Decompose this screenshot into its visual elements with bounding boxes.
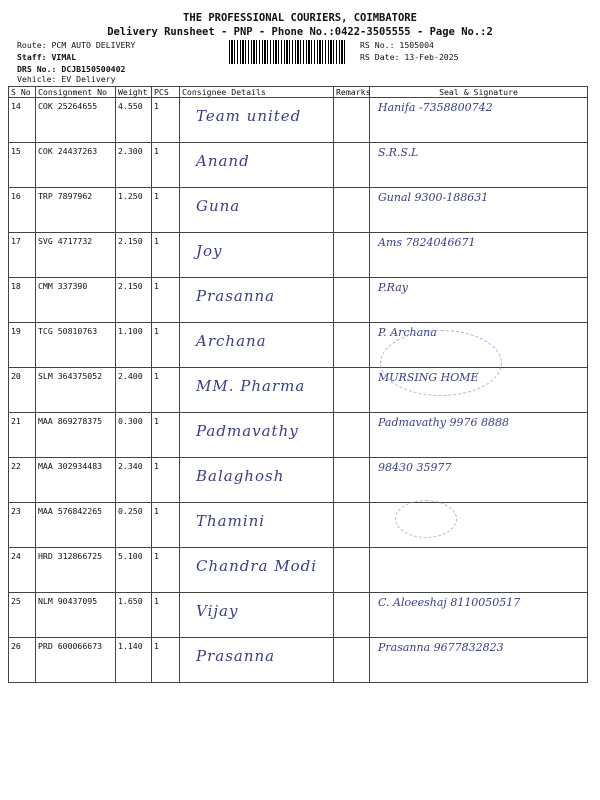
row-signature: S.R.S.L	[378, 146, 419, 159]
row-consignee-cell	[180, 593, 334, 638]
row-consignee: Guna	[196, 197, 241, 215]
row-consignee: Anand	[196, 152, 250, 170]
row-consignee-cell	[180, 458, 334, 503]
company-title: THE PROFESSIONAL COURIERS, COIMBATORE	[183, 12, 417, 24]
row-consignee: Balaghosh	[196, 467, 285, 485]
staff-text: Staff: VIMAL	[17, 52, 77, 62]
row-remarks-cell	[334, 278, 370, 323]
row-remarks-cell	[334, 98, 370, 143]
row-signature-cell	[370, 593, 588, 638]
row-consignment-cell	[36, 143, 116, 188]
row-sno-cell	[9, 368, 36, 413]
row-pcs: 1	[154, 236, 159, 246]
row-consignee-cell	[180, 143, 334, 188]
table-row	[9, 143, 588, 188]
row-pcs: 1	[154, 281, 159, 291]
row-weight: 0.300	[118, 416, 143, 426]
table-row	[9, 458, 588, 503]
row-pcs-cell	[152, 98, 180, 143]
row-signature: P. Archana	[378, 326, 437, 339]
row-consignee-cell	[180, 638, 334, 683]
row-weight: 2.400	[118, 371, 143, 381]
row-sno-cell	[9, 593, 36, 638]
row-consignment: MAA 869278375	[38, 416, 103, 426]
table-row	[9, 368, 588, 413]
row-remarks-cell	[334, 323, 370, 368]
row-consignee-cell	[180, 188, 334, 233]
row-pcs: 1	[154, 326, 159, 336]
row-consignee: Prasanna	[196, 647, 276, 665]
row-pcs: 1	[154, 461, 159, 471]
row-consignment: TCG 50810763	[38, 326, 98, 336]
row-signature: Gunal 9300-188631	[378, 191, 489, 204]
row-signature-cell	[370, 413, 588, 458]
row-sno: 16	[11, 191, 21, 201]
row-pcs-cell	[152, 458, 180, 503]
row-consignee-cell	[180, 368, 334, 413]
runsheet-table	[8, 86, 588, 683]
row-sno-cell	[9, 503, 36, 548]
row-weight-cell	[116, 413, 152, 458]
row-sno-cell	[9, 278, 36, 323]
row-remarks-cell	[334, 368, 370, 413]
row-pcs: 1	[154, 101, 159, 111]
row-consignment-cell	[36, 278, 116, 323]
row-consignment: MAA 302934483	[38, 461, 103, 471]
row-sno-cell	[9, 188, 36, 233]
row-signature-cell	[370, 188, 588, 233]
row-consignment-cell	[36, 413, 116, 458]
row-sno: 15	[11, 146, 21, 156]
row-pcs-cell	[152, 503, 180, 548]
row-consignment-cell	[36, 233, 116, 278]
row-weight: 1.250	[118, 191, 143, 201]
row-sno-cell	[9, 233, 36, 278]
row-pcs: 1	[154, 596, 159, 606]
row-remarks-cell	[334, 233, 370, 278]
row-consignment: NLM 90437095	[38, 596, 98, 606]
row-pcs-cell	[152, 323, 180, 368]
row-signature: Hanifa -7358800742	[378, 101, 493, 114]
row-weight-cell	[116, 593, 152, 638]
row-signature-cell	[370, 98, 588, 143]
row-pcs-cell	[152, 368, 180, 413]
col-header-signature: Seal & Signature	[370, 87, 588, 98]
row-consignee-cell	[180, 503, 334, 548]
row-weight-cell	[116, 368, 152, 413]
row-sno-cell	[9, 413, 36, 458]
row-consignment-cell	[36, 323, 116, 368]
barcode-image	[229, 40, 345, 64]
rs-date: RS Date: 13-Feb-2025	[360, 52, 459, 62]
drs-number: DRS No.: DCJB150500402	[17, 64, 126, 74]
row-signature: Prasanna 9677832823	[378, 641, 504, 654]
row-consignment-cell	[36, 548, 116, 593]
row-sno: 20	[11, 371, 21, 381]
row-weight-cell	[116, 638, 152, 683]
row-pcs: 1	[154, 506, 159, 516]
row-sno-cell	[9, 98, 36, 143]
row-consignment: MAA 576842265	[38, 506, 103, 516]
row-pcs-cell	[152, 548, 180, 593]
row-consignee: Thamini	[196, 512, 266, 530]
row-consignee: Chandra Modi	[196, 557, 318, 575]
row-weight: 1.140	[118, 641, 143, 651]
row-consignee: MM. Pharma	[196, 377, 306, 395]
row-sno: 22	[11, 461, 21, 471]
row-pcs-cell	[152, 413, 180, 458]
row-remarks-cell	[334, 593, 370, 638]
row-remarks-cell	[334, 458, 370, 503]
row-signature-cell	[370, 638, 588, 683]
row-weight: 2.150	[118, 236, 143, 246]
row-signature-cell	[370, 143, 588, 188]
row-sno-cell	[9, 638, 36, 683]
col-header-sno: S No	[9, 87, 36, 98]
table-row	[9, 98, 588, 143]
row-sno: 26	[11, 641, 21, 651]
row-sno: 23	[11, 506, 21, 516]
row-weight: 1.100	[118, 326, 143, 336]
vehicle-text: Vehicle: EV Delivery	[17, 74, 116, 84]
row-sno: 19	[11, 326, 21, 336]
row-weight: 1.650	[118, 596, 143, 606]
row-consignee-cell	[180, 413, 334, 458]
row-weight-cell	[116, 98, 152, 143]
row-signature: P.Ray	[378, 281, 408, 294]
row-consignment: COK 25264655	[38, 101, 98, 111]
row-consignment: SVG 4717732	[38, 236, 93, 246]
row-sno: 17	[11, 236, 21, 246]
courier-stamp	[395, 500, 457, 538]
row-consignee-cell	[180, 98, 334, 143]
row-signature-cell	[370, 548, 588, 593]
row-consignee: Padmavathy	[196, 422, 299, 440]
row-sno: 18	[11, 281, 21, 291]
row-consignment-cell	[36, 368, 116, 413]
row-consignee: Prasanna	[196, 287, 276, 305]
row-signature: 98430 35977	[378, 461, 452, 474]
row-sno-cell	[9, 143, 36, 188]
row-consignee: Joy	[196, 242, 223, 260]
row-weight: 4.550	[118, 101, 143, 111]
row-pcs-cell	[152, 143, 180, 188]
row-consignment: COK 24437263	[38, 146, 98, 156]
row-pcs-cell	[152, 233, 180, 278]
table-row	[9, 233, 588, 278]
row-sno: 24	[11, 551, 21, 561]
col-header-weight: Weight	[116, 87, 152, 98]
table-header-row	[9, 87, 588, 98]
row-weight-cell	[116, 458, 152, 503]
row-signature-cell	[370, 458, 588, 503]
row-consignment-cell	[36, 503, 116, 548]
route-text: Route: PCM AUTO DELIVERY	[17, 40, 136, 50]
table-row	[9, 638, 588, 683]
row-weight-cell	[116, 548, 152, 593]
col-header-consignee: Consignee Details	[180, 87, 334, 98]
row-signature: Padmavathy 9976 8888	[378, 416, 509, 429]
row-consignment: SLM 364375052	[38, 371, 103, 381]
row-pcs: 1	[154, 191, 159, 201]
runsheet-subtitle: Delivery Runsheet - PNP - Phone No.:0422-3505555 - Page No.:2	[107, 26, 493, 38]
col-header-pcs: PCS	[152, 87, 180, 98]
row-pcs: 1	[154, 416, 159, 426]
row-consignee-cell	[180, 278, 334, 323]
row-consignee: Team united	[196, 107, 302, 125]
row-consignment: CMM 337390	[38, 281, 88, 291]
row-weight-cell	[116, 188, 152, 233]
row-sno-cell	[9, 458, 36, 503]
row-consignment-cell	[36, 593, 116, 638]
row-sno-cell	[9, 323, 36, 368]
row-sno-cell	[9, 548, 36, 593]
row-pcs: 1	[154, 551, 159, 561]
row-sno: 21	[11, 416, 21, 426]
row-pcs-cell	[152, 593, 180, 638]
row-consignee: Archana	[196, 332, 267, 350]
row-weight: 2.300	[118, 146, 143, 156]
row-consignee-cell	[180, 548, 334, 593]
row-remarks-cell	[334, 143, 370, 188]
row-signature-cell	[370, 278, 588, 323]
row-pcs-cell	[152, 638, 180, 683]
row-weight: 2.340	[118, 461, 143, 471]
row-consignment: TRP 7897962	[38, 191, 93, 201]
table-row	[9, 593, 588, 638]
row-pcs: 1	[154, 641, 159, 651]
row-consignee-cell	[180, 233, 334, 278]
row-sno: 14	[11, 101, 21, 111]
row-consignment-cell	[36, 458, 116, 503]
row-weight-cell	[116, 503, 152, 548]
row-consignee-cell	[180, 323, 334, 368]
row-remarks-cell	[334, 548, 370, 593]
nursing-home-stamp	[380, 330, 502, 396]
row-weight-cell	[116, 323, 152, 368]
rs-number: RS No.: 1505004	[360, 40, 434, 50]
table-row	[9, 188, 588, 233]
row-remarks-cell	[334, 188, 370, 233]
row-weight: 5.100	[118, 551, 143, 561]
row-signature: Ams 7824046671	[378, 236, 476, 249]
row-sno: 25	[11, 596, 21, 606]
row-pcs: 1	[154, 146, 159, 156]
row-remarks-cell	[334, 503, 370, 548]
row-pcs-cell	[152, 188, 180, 233]
row-consignee: Vijay	[196, 602, 239, 620]
row-consignment: PRD 600066673	[38, 641, 103, 651]
row-consignment-cell	[36, 638, 116, 683]
col-header-remarks: Remarks	[334, 87, 370, 98]
row-signature-cell	[370, 233, 588, 278]
row-pcs-cell	[152, 278, 180, 323]
row-consignment-cell	[36, 98, 116, 143]
row-weight-cell	[116, 278, 152, 323]
row-remarks-cell	[334, 413, 370, 458]
row-pcs: 1	[154, 371, 159, 381]
row-signature: MURSING HOME	[378, 371, 479, 384]
row-weight: 2.150	[118, 281, 143, 291]
col-header-consignment: Consignment No	[36, 87, 116, 98]
row-consignment: HRD 312866725	[38, 551, 103, 561]
table-row	[9, 278, 588, 323]
table-row	[9, 548, 588, 593]
row-remarks-cell	[334, 638, 370, 683]
row-weight-cell	[116, 233, 152, 278]
row-weight-cell	[116, 143, 152, 188]
table-row	[9, 503, 588, 548]
row-signature: C. Aloeeshaj 8110050517	[378, 596, 521, 609]
row-weight: 0.250	[118, 506, 143, 516]
row-consignment-cell	[36, 188, 116, 233]
table-row	[9, 413, 588, 458]
